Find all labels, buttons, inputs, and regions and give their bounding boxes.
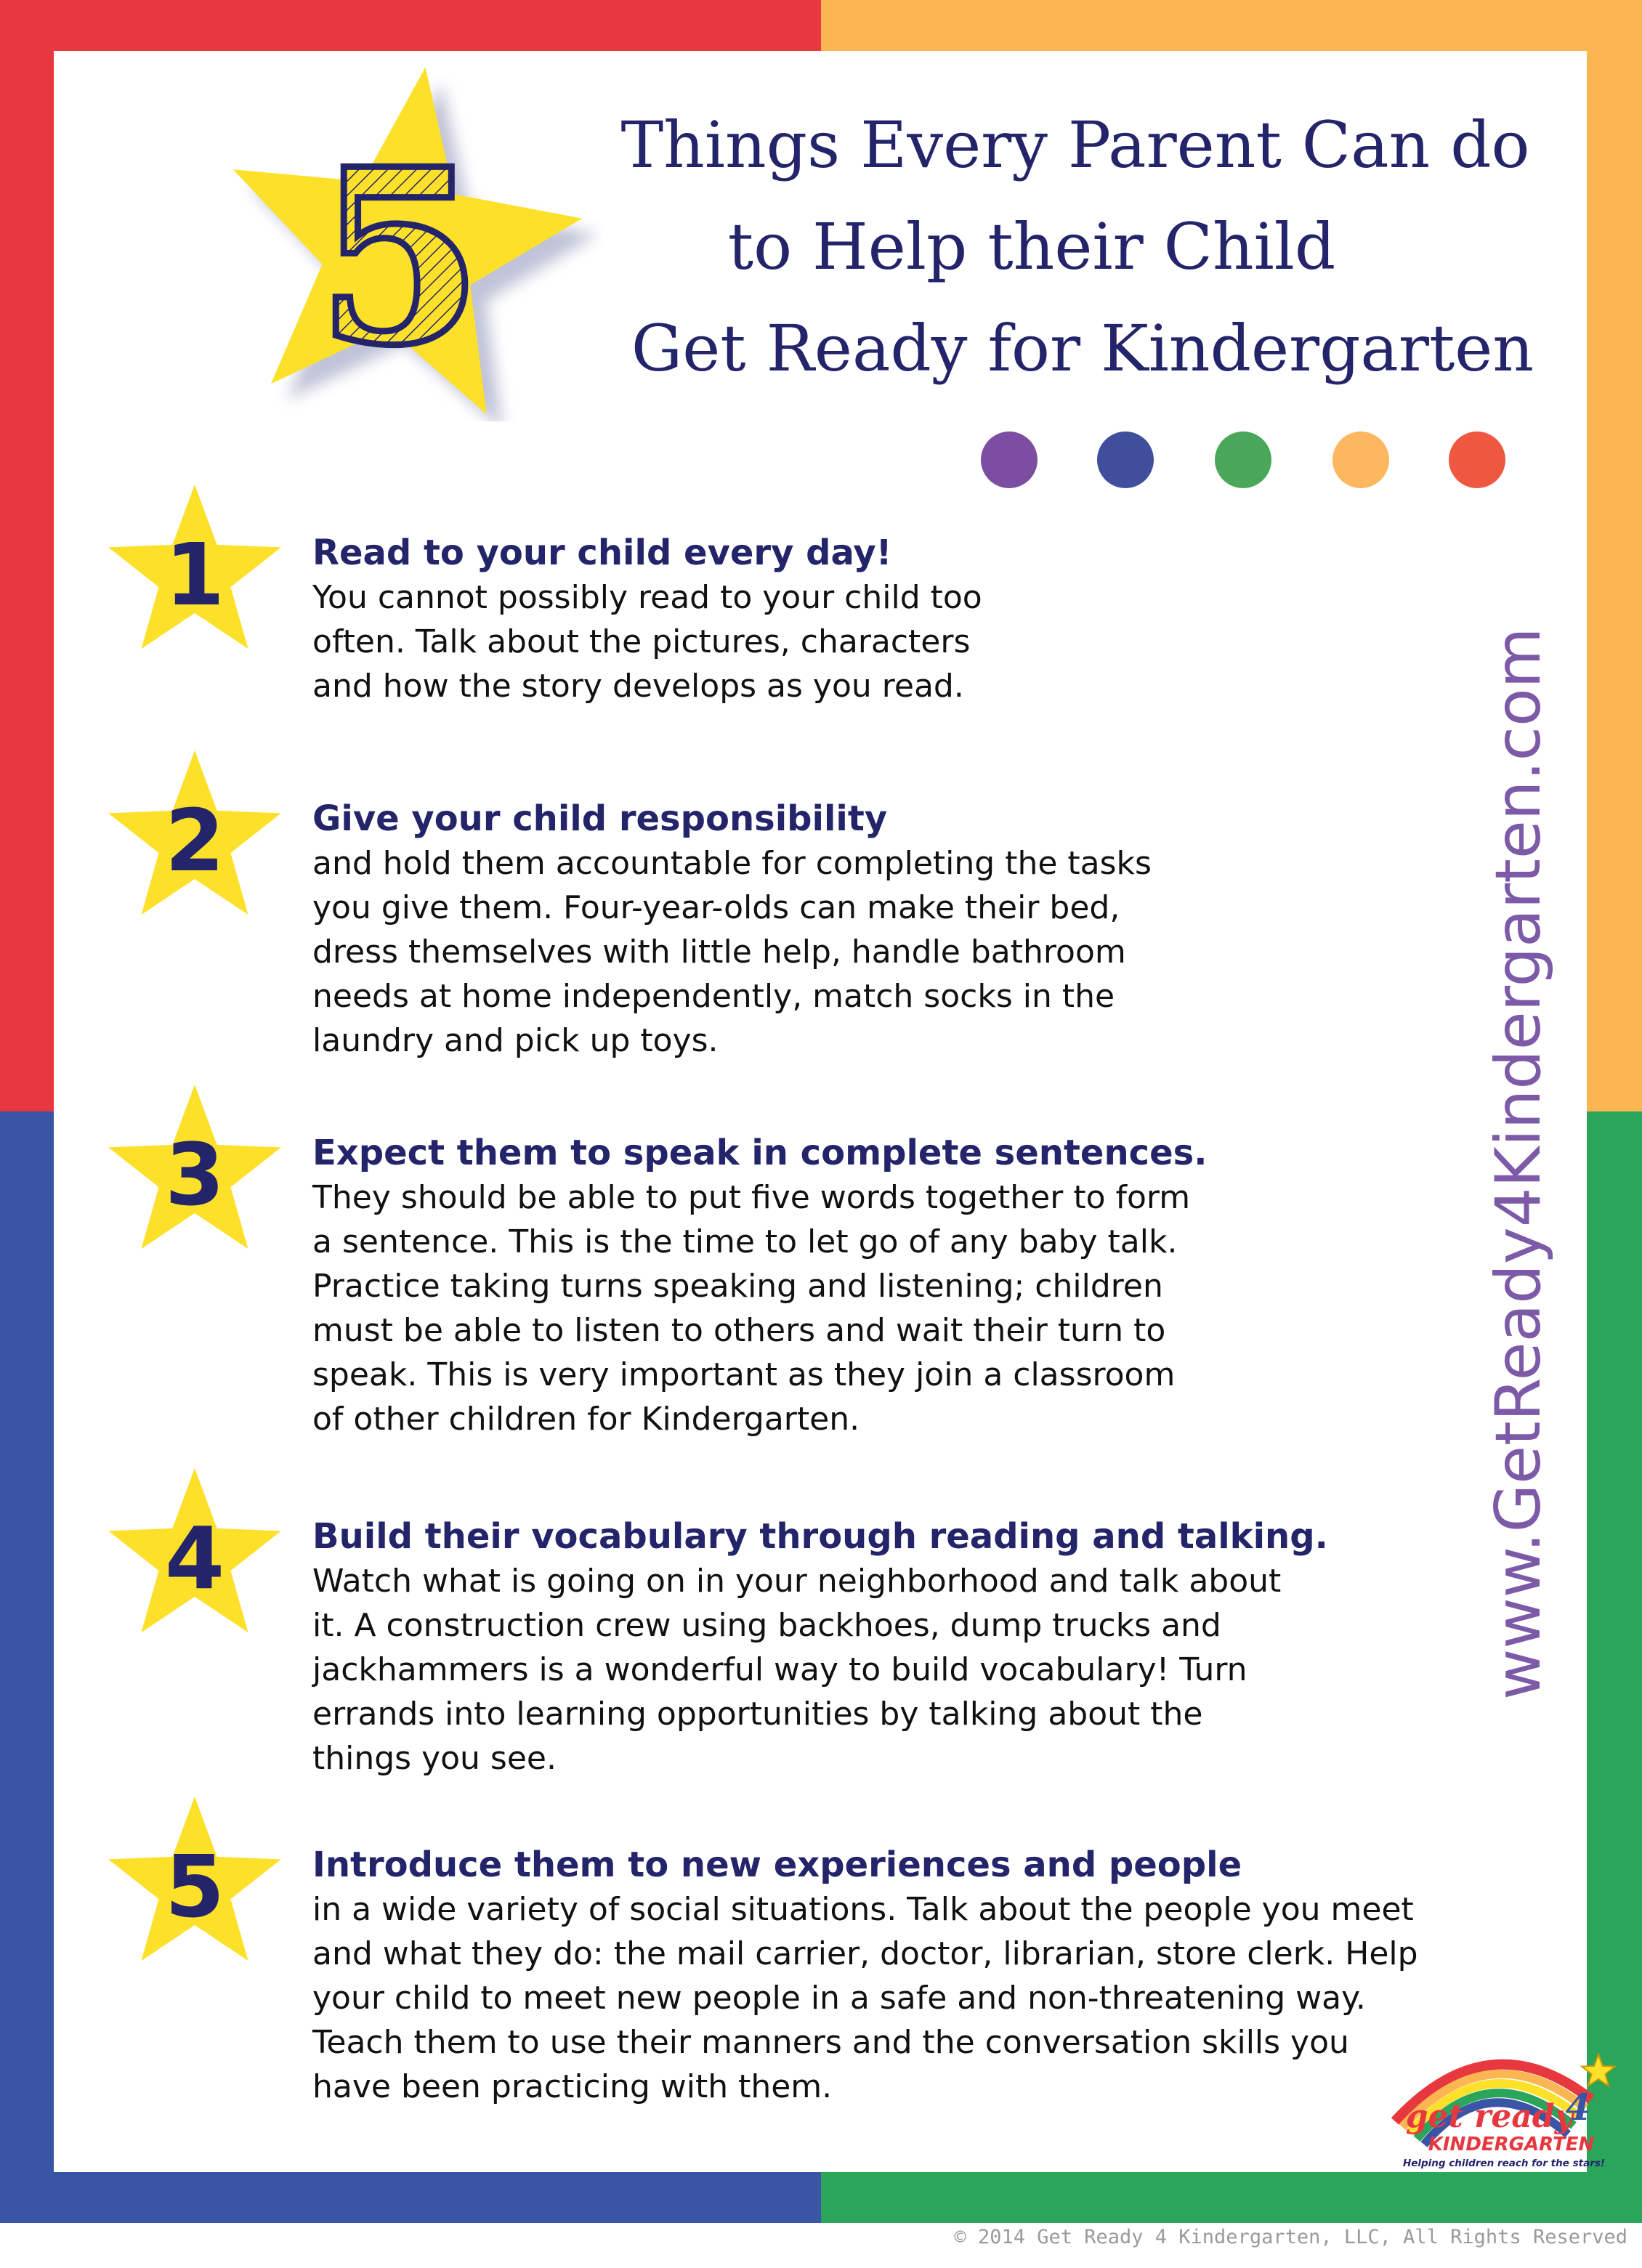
logo-text-number: 4 [1565, 2086, 1591, 2129]
step-body-line: things you see. [312, 1740, 557, 1777]
step-star-icon [102, 1080, 291, 1261]
step-heading: Expect them to speak in complete sentences. [312, 1133, 1208, 1173]
step-body-line: Practice taking turns speaking and listening; children [312, 1268, 1163, 1305]
step-body-line: and how the story develops as you read. [312, 668, 964, 705]
title-line-3: Get Ready for Kindergarten [631, 311, 1534, 386]
website-url: www.GetReady4Kindergarten.com [1482, 627, 1555, 1700]
logo-text-get-ready: get ready [1405, 2098, 1574, 2135]
color-dot [1449, 432, 1505, 488]
color-dot [1097, 432, 1154, 488]
step-body-line: jackhammers is a wonderful way to build vocabulary! Turn [312, 1651, 1247, 1688]
header-badge-number: 5 [316, 116, 483, 398]
step-heading: Introduce them to new experiences and people [312, 1844, 1242, 1885]
color-dot [981, 432, 1038, 488]
step-body-line: laundry and pick up toys. [312, 1022, 719, 1059]
step-star-icon [102, 745, 291, 927]
step-body-line: must be able to listen to others and wait their turn to [312, 1312, 1166, 1349]
step-body-line: and what they do: the mail carrier, doctor, librarian, store clerk. Help [312, 1935, 1418, 1972]
step-body-line: of other children for Kindergarten. [312, 1401, 860, 1438]
step-number: 2 [164, 790, 225, 891]
step-body-line: You cannot possibly read to your child too [312, 579, 982, 616]
step-star-icon [102, 1791, 291, 1973]
page-title [567, 94, 1584, 400]
step-body-line: your child to meet new people in a safe and non-threatening way. [312, 1980, 1366, 2017]
step-body-line: speak. This is very important as they join a classroom [312, 1356, 1176, 1393]
step-body-line: it. A construction crew using backhoes, dump trucks and [312, 1607, 1221, 1644]
color-dot [1332, 432, 1389, 488]
step-heading: Give your child responsibility [312, 798, 888, 839]
brand-logo [1380, 2041, 1627, 2172]
copyright-notice: © 2014 Get Ready 4 Kindergarten, LLC, All Rights Reserved [954, 2226, 1627, 2248]
step-body-line: a sentence. This is the time to let go of any baby talk. [312, 1223, 1178, 1260]
step-heading: Read to your child every day! [312, 532, 892, 573]
color-dot [1215, 432, 1271, 488]
logo-tagline: Helping children reach for the stars! [1402, 2158, 1606, 2169]
step-body-line: and hold them accountable for completing the tasks [312, 845, 1152, 882]
step-star-icon [102, 479, 291, 661]
step-body-line: Teach them to use their manners and the conversation skills you [312, 2024, 1349, 2061]
step-heading: Build their vocabulary through reading and talking. [312, 1516, 1328, 1557]
step-body-line: errands into learning opportunities by talking about the [312, 1696, 1203, 1733]
step-body-line: often. Talk about the pictures, characters [312, 623, 971, 660]
step-body-line: Watch what is going on in your neighborhood and talk about [312, 1563, 1282, 1600]
step-body-line: in a wide variety of social situations. Talk about the people you meet [312, 1891, 1414, 1928]
step-number: 1 [164, 525, 225, 625]
step-body-line: have been practicing with them. [312, 2068, 833, 2105]
step-body-line: dress themselves with little help, handle bathroom [312, 933, 1126, 971]
step-body-line: you give them. Four-year-olds can make their bed, [312, 889, 1120, 926]
title-line-1: Things Every Parent Can do [620, 108, 1530, 182]
step-star-icon [102, 1463, 291, 1645]
step-body-line: They should be able to put five words together to form [312, 1179, 1191, 1216]
step-number: 5 [164, 1836, 225, 1937]
step-body-line: needs at home independently, match socks in the [312, 978, 1115, 1015]
step-number: 3 [164, 1125, 225, 1225]
step-number: 4 [164, 1508, 225, 1608]
logo-text-kindergarten: KINDERGARTEN [1428, 2134, 1595, 2155]
title-line-2: to Help their Child [727, 209, 1336, 284]
